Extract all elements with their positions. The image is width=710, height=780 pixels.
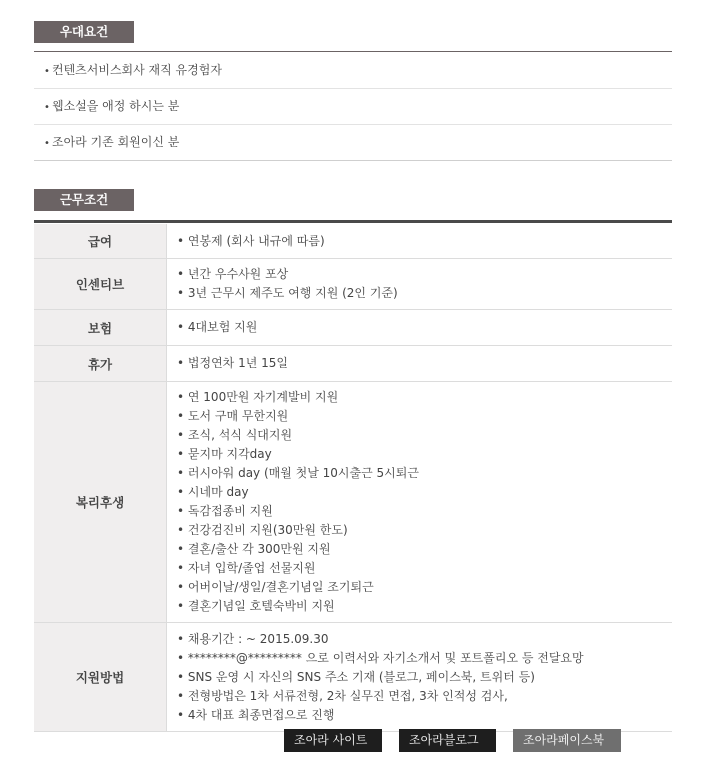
arrow-right-icon: ▶ [417,759,424,768]
row-label-how-to-apply: 지원방법 [34,623,167,731]
bullet-icon: • [44,66,50,77]
row-value-incentive [167,259,672,309]
bullet-icon: • [44,138,50,149]
row-line: • 도서 구매 무한지원 [177,409,289,423]
row-value-insurance [167,310,672,345]
work-divider [34,220,672,223]
table-row [34,224,672,259]
row-line: • 연봉제 (회사 내규에 따름) [177,233,325,248]
row-label-salary: 급여 [34,224,167,258]
list-item [34,53,672,89]
preferred-divider [34,51,672,52]
row-line: • 독감접종비 지원 [177,504,273,518]
row-line: • 3년 근무시 제주도 여행 지원 (2인 기준) [177,286,398,300]
table-row [34,623,672,732]
row-line: • 연 100만원 자기계발비 지원 [177,390,339,404]
list-item-text: 컨텐츠서비스회사 재직 유경험자 [52,63,222,77]
arrow-right-icon: ▶ [531,759,538,768]
row-line: • 결혼/출산 각 300만원 지원 [177,542,331,556]
row-line: • 4대보험 지원 [177,320,258,334]
work-title: 근무조건 [34,189,134,211]
row-line: • 결혼기념일 호텔숙박비 지원 [177,599,335,613]
row-line: • 조식, 석식 식대지원 [177,428,293,442]
list-item-text: 조아라 기존 회원이신 분 [52,135,180,149]
row-line: • ********@********* 으로 이력서와 자기소개서 및 포트폴리오 등 전달요망 [177,650,584,665]
row-line: • 묻지마 지각day [177,447,272,461]
table-row [34,346,672,382]
row-line: • 채용기간 : ~ 2015.09.30 [177,631,329,646]
joara-blog-button[interactable] [399,729,496,768]
row-line: • 년간 우수사원 포상 [177,267,289,281]
list-item [34,125,672,161]
row-value-salary [167,224,672,258]
work-conditions-table [34,224,672,732]
list-item-text: 웹소설을 애정 하시는 분 [52,99,180,113]
joara-site-label: 조아라 사이트 [294,733,368,747]
joara-facebook-button[interactable] [513,729,621,768]
preferred-list [34,53,672,161]
arrow-right-icon: ▶ [302,759,309,768]
preferred-title: 우대요건 [34,21,134,43]
row-line: • 자녀 입학/졸업 선물지원 [177,561,316,575]
table-row [34,382,672,623]
row-line: • 러시아워 day (매월 첫날 10시출근 5시퇴근 [177,466,419,480]
joara-blog-label: 조아라블로그 [409,733,479,747]
row-line: • 어버이날/생일/결혼기념일 조기퇴근 [177,580,374,594]
row-label-welfare: 복리후생 [34,382,167,622]
row-line: • SNS 운영 시 자신의 SNS 주소 기재 (블로그, 페이스북, 트위터 등) [177,669,535,684]
row-line: • 법정연차 1년 15일 [177,356,288,370]
row-value-welfare [167,382,672,622]
row-line: • 건강검진비 지원(30만원 한도) [177,523,348,537]
joara-site-button[interactable] [284,729,382,768]
row-label-insurance: 보험 [34,310,167,345]
table-row [34,259,672,310]
table-row [34,310,672,346]
row-line: • 시네마 day [177,485,249,499]
joara-facebook-label: 조아라페이스북 [523,733,605,747]
row-line: • 전형방법은 1차 서류전형, 2차 실무진 면접, 3차 인적성 검사, [177,688,508,703]
row-label-vacation: 휴가 [34,346,167,381]
list-item [34,89,672,125]
bullet-icon: • [44,102,50,113]
row-value-vacation [167,346,672,381]
row-line: • 4차 대표 최종면접으로 진행 [177,707,335,722]
row-label-incentive: 인센티브 [34,259,167,309]
row-value-how-to-apply [167,623,672,731]
